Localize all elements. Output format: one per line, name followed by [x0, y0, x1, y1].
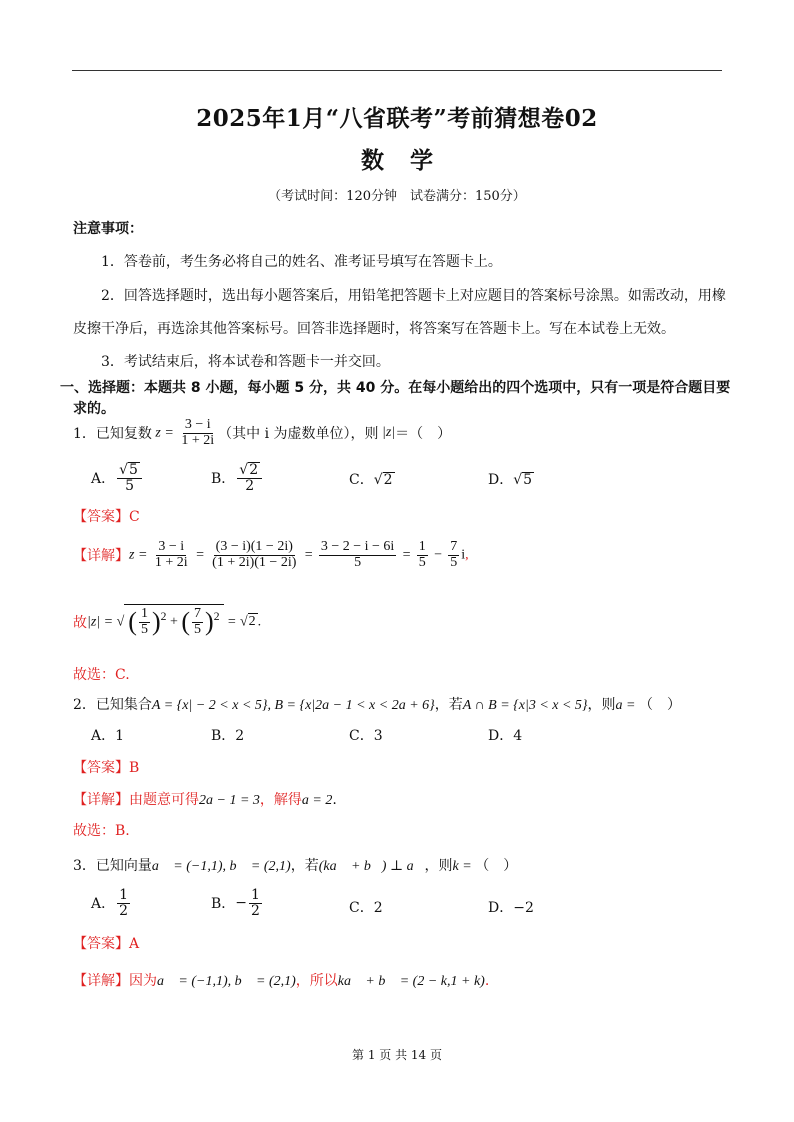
q1-stem-end: ＝（ ） — [395, 426, 452, 443]
q2-stem-end: ，则 — [587, 697, 616, 713]
q2-detail-text2: ，解得 — [259, 792, 302, 808]
q2-intersection: A ∩ B = {x|3 < x < 5} — [462, 698, 588, 713]
q1-expression: z = $\frac{3 - i}{1 + 2i}$ — [151, 417, 215, 448]
q1-option-b: B． $\frac{√2}{2}$ — [211, 462, 264, 494]
header-rule — [72, 70, 722, 71]
exam-time-info: （考试时间：120分钟 试卷满分：150分） — [268, 189, 526, 204]
q3-detail-text2: ，所以 — [295, 973, 338, 989]
q3-var-k: k = — [452, 859, 476, 874]
q1-stem-prefix: 1．已知复数 — [73, 426, 152, 443]
q3-detail-result: ka⃗ + b⃗ = (2 − k,1 + k) — [337, 974, 485, 989]
q1-modulus-expression: |z| = √ ( $\frac{1}{5}$ )$^2$ + ( $\frac{7}{5}$ )$^2$ = √2 . — [87, 604, 261, 639]
q2-option-a: A．1 — [91, 728, 125, 744]
q3-option-a: A． $\frac{1}{2}$ — [91, 887, 129, 919]
q2-detail-eq1: 2a − 1 = 3 — [199, 793, 260, 808]
q2-sets: A = {x| − 2 < x < 5}, B = {x|2a − 1 < x < 2a + 6} — [151, 698, 435, 713]
notice-heading: 注意事项： — [73, 221, 143, 237]
q2-stem-tail: （ ） — [638, 697, 681, 713]
q1-detail-expression: z = $\frac{3 - i}{1 + 2i}$ = $\frac{(3 - i)(1 - 2i)}{(1 + 2i)(1 - 2i)}$ = $\frac{3 - 2 - i - 6i}{5}$ = $\frac{1}{5}$ − $\frac{7}{5}$ i, — [129, 539, 469, 570]
q2-option-b: B．2 — [211, 728, 245, 744]
q1-stem — [73, 418, 451, 448]
q1-modulus — [73, 604, 261, 639]
notice-item-3: 3．考试结束后，将本试卷和答题卡一并交回。 — [101, 354, 390, 370]
q3-option-c: C．2 — [349, 900, 383, 916]
q3-detail-vectors: a⃗ = (−1,1), b⃗ = (2,1) — [157, 974, 296, 989]
q2-detail-eq2: a = 2 — [301, 793, 333, 808]
page-footer: 第 1 页 共 14 页 — [352, 1048, 442, 1062]
q2-stem-mid: ，若 — [434, 697, 463, 713]
section-heading-line2: 求的。 — [73, 401, 115, 417]
q2-answer: 【答案】B — [73, 760, 140, 776]
q3-option-d: D．−2 — [488, 900, 534, 916]
q3-stem-prefix: 3．已知向量 — [73, 858, 152, 874]
q1-so-label: 故 — [73, 614, 87, 631]
notice-item-1: 1．答卷前，考生务必将自己的姓名、准考证号填写在答题卡上。 — [101, 254, 502, 270]
subject-title: 数学 — [361, 147, 459, 174]
q2-var-a: a = — [615, 698, 639, 713]
q3-condition: (ka⃗ + b⃗) ⊥ a⃗ — [318, 859, 425, 874]
q3-detail-text1: 因为 — [129, 973, 157, 989]
q2-option-d: D．4 — [488, 728, 523, 744]
q1-option-d: D．√5 — [488, 472, 533, 488]
q1-option-c: C．√2 — [349, 472, 393, 488]
q1-stem-mid: （其中 i 为虚数单位），则 — [218, 426, 379, 443]
q1-detail-label: 【详解】 — [73, 548, 129, 565]
q2-detail-text1: 由题意可得 — [129, 792, 199, 808]
q2-choose: 故选：B. — [73, 823, 130, 839]
q3-detail-label: 【详解】 — [73, 973, 129, 989]
q2-stem-prefix: 2．已知集合 — [73, 697, 152, 713]
notice-item-2-line1: 2．回答选择题时，选出每小题答案后，用铅笔把答题卡上对应题目的答案标号涂黑。如需改动，用橡 — [101, 288, 726, 304]
q3-answer: 【答案】A — [73, 936, 140, 952]
q3-vectors: a⃗ = (−1,1), b⃗ = (2,1) — [151, 859, 291, 874]
q2-detail-label: 【详解】 — [73, 792, 129, 808]
q2-option-c: C．3 — [349, 728, 383, 744]
section-heading-line1: 一、选择题：本题共 8 小题，每小题 5 分，共 40 分。在每小题给出的四个选项中，只有一项是符合题目要 — [60, 380, 731, 396]
q1-option-a: A． $\frac{√5}{5}$ — [91, 462, 144, 494]
q1-choose: 故选：C. — [73, 667, 130, 683]
q3-stem — [73, 855, 517, 875]
q3-option-b: B． − $\frac{1}{2}$ — [211, 887, 260, 919]
q2-detail: 【详解】由题意可得2a − 1 = 3，解得a = 2. — [73, 792, 337, 808]
exam-title: 2025年1月“八省联考”考前猜想卷02 — [196, 105, 598, 132]
q1-answer: 【答案】C — [73, 509, 140, 525]
notice-item-2-line2: 皮擦干净后，再选涂其他答案标号。回答非选择题时，将答案写在答题卡上。写在本试卷上无效。 — [73, 321, 675, 337]
q3-stem-tail: （ ） — [475, 858, 518, 874]
q2-stem — [73, 694, 681, 714]
q3-stem-end: ，则 — [424, 858, 453, 874]
q3-stem-mid: ，若 — [290, 858, 319, 874]
q1-abs-z: |z| — [378, 425, 396, 441]
q1-detail — [73, 540, 469, 570]
q3-detail: 【详解】因为a⃗ = (−1,1), b⃗ = (2,1)，所以ka⃗ + b⃗ = (2 − k,1 + k). — [73, 973, 490, 989]
